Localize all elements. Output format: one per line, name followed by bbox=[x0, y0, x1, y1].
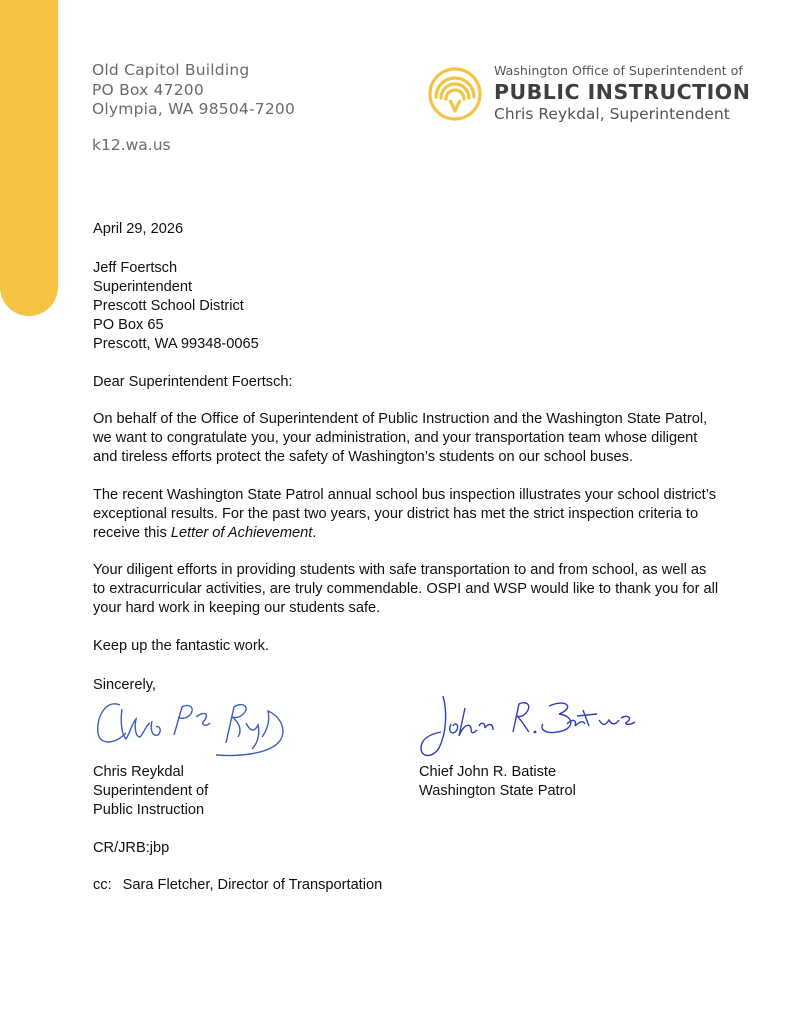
sunrise-logo-icon bbox=[428, 67, 482, 121]
body-paragraph-3-line: Your diligent efforts in providing students with safe transportation to and from school, as well as bbox=[93, 562, 707, 578]
body-text: receive this bbox=[93, 525, 171, 541]
agency-header bbox=[428, 63, 750, 124]
recipient-title: Superintendent bbox=[93, 279, 192, 295]
body-paragraph-3-line: your hard work in keeping our students safe. bbox=[93, 600, 381, 616]
body-paragraph-1-line: we want to congratulate you, your administration, and your transportation team whose diligent bbox=[93, 430, 698, 446]
recipient-address-2: Prescott, WA 99348-0065 bbox=[93, 336, 259, 352]
accent-bar bbox=[0, 0, 58, 316]
body-paragraph-3-line: to extracurricular activities, are truly commendable. OSPI and WSP would like to thank you for all bbox=[93, 581, 719, 597]
address-line: Old Capitol Building bbox=[92, 61, 250, 79]
address-line: PO Box 47200 bbox=[92, 80, 204, 99]
signer-1-name: Chris Reykdal bbox=[93, 764, 184, 780]
body-paragraph-1-line: and tireless efforts protect the safety of Washington’s students on our school buses. bbox=[93, 449, 634, 465]
closing: Sincerely, bbox=[93, 677, 156, 693]
signer-1-title-line-2: Public Instruction bbox=[93, 802, 205, 818]
website-link[interactable]: k12.wa.us bbox=[92, 136, 171, 154]
body-paragraph-4: Keep up the fantastic work. bbox=[93, 638, 270, 654]
signature-reykdal bbox=[92, 693, 298, 763]
salutation: Dear Superintendent Foertsch: bbox=[93, 374, 293, 390]
body-paragraph-2-line bbox=[93, 524, 713, 543]
body-paragraph-1-line: On behalf of the Office of Superintendent of Public Instruction and the Washington State Patrol, bbox=[93, 411, 708, 427]
body-paragraph-2-line: The recent Washington State Patrol annual school bus inspection illustrates your school district’s bbox=[93, 487, 716, 503]
superintendent-line: Chris Reykdal, Superintendent bbox=[494, 105, 730, 123]
cc-label: cc: bbox=[93, 877, 112, 893]
signature-batiste bbox=[417, 692, 637, 762]
agency-line-1: Washington Office of Superintendent of bbox=[494, 63, 743, 78]
recipient-name: Jeff Foertsch bbox=[93, 260, 178, 276]
recipient-address-1: PO Box 65 bbox=[93, 317, 164, 333]
body-text: . bbox=[312, 525, 317, 541]
signer-1-title-line-1: Superintendent of bbox=[93, 783, 209, 799]
letter-title-italic: Letter of Achievement bbox=[170, 525, 313, 541]
recipient-organization: Prescott School District bbox=[93, 298, 244, 314]
signer-2-title: Washington State Patrol bbox=[419, 783, 576, 799]
agency-name: PUBLIC INSTRUCTION bbox=[494, 80, 751, 104]
signer-2-name: Chief John R. Batiste bbox=[419, 764, 557, 780]
return-address bbox=[92, 61, 295, 120]
cc-line bbox=[93, 876, 382, 895]
body-paragraph-2-line: exceptional results. For the past two years, your district has met the strict inspection criteria to bbox=[93, 506, 699, 522]
letter-date: April 29, 2026 bbox=[93, 221, 184, 237]
cc-recipient: Sara Fletcher, Director of Transportation bbox=[122, 877, 383, 893]
reference-initials: CR/JRB:jbp bbox=[93, 840, 170, 856]
address-line: Olympia, WA 98504-7200 bbox=[92, 100, 296, 118]
